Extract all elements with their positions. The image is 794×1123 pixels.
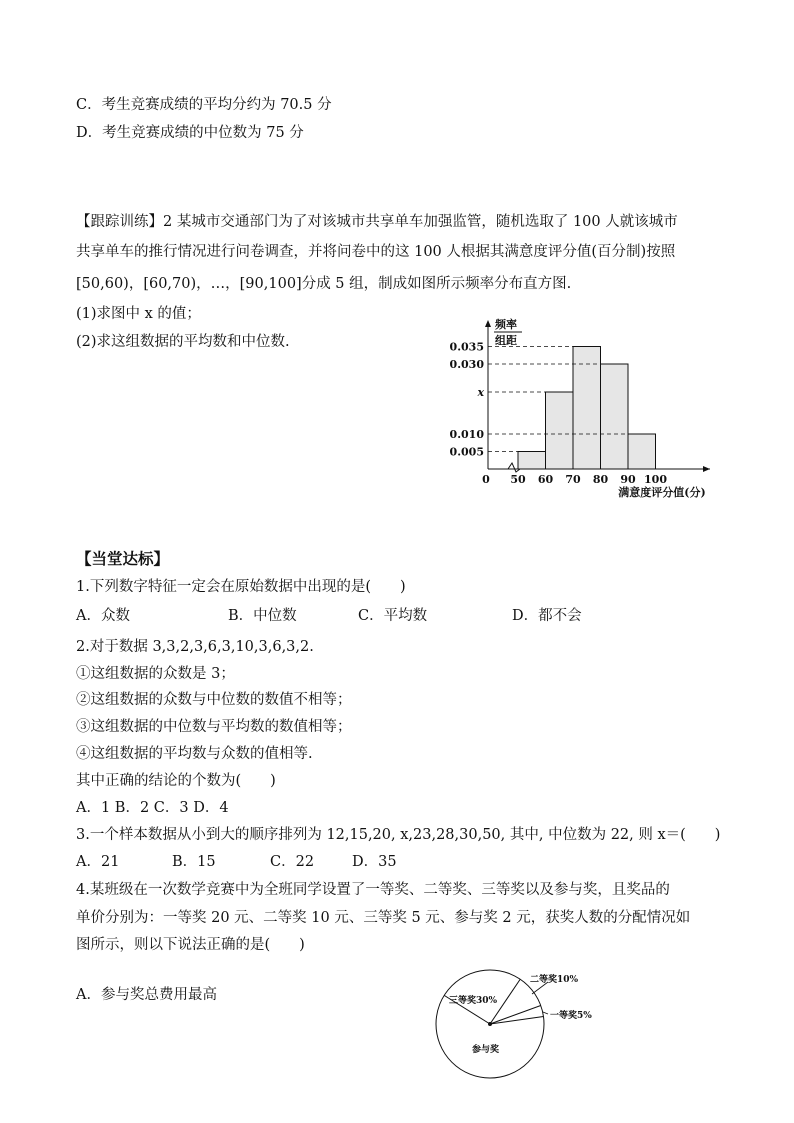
- slice-label-3: 三等奖30%: [449, 996, 498, 1006]
- question-1-option-c: C．平均数: [358, 608, 428, 624]
- x-tick-label-3: 60: [537, 473, 554, 486]
- question-3-option-a: A．21: [76, 854, 120, 870]
- tracking-line-2: 共享单车的推行情况进行问卷调查，并将问卷中的这 100 人根据其满意度评分值(百分制)按照: [76, 244, 676, 260]
- x-tick-label-6: 90: [620, 473, 636, 486]
- pie-chart: [430, 960, 610, 1085]
- question-2-statement-4: ④这组数据的平均数与众数的值相等.: [76, 746, 313, 762]
- x-axis-arrow: [703, 466, 710, 472]
- x-tick-label-2: 50: [510, 473, 526, 486]
- y-tick-label-2: 0.030: [449, 358, 484, 371]
- question-1-option-a: A．众数: [76, 608, 130, 624]
- bar-3: [573, 347, 601, 470]
- question-3-option-b: B．15: [172, 854, 216, 870]
- y-label-top: 频率: [495, 318, 517, 331]
- y-tick-label-3: x: [477, 386, 484, 399]
- question-4-option-a: A．参与奖总费用最高: [76, 987, 217, 1003]
- slice-label-2: 二等奖10%: [530, 975, 579, 985]
- option-d: D．考生竞赛成绩的中位数为 75 分: [76, 125, 304, 141]
- question-1-option-d: D．都不会: [512, 608, 582, 624]
- question-3-option-c: C．22: [270, 854, 315, 870]
- question-2-statement-3: ③这组数据的中位数与平均数的数值相等；: [76, 719, 352, 735]
- question-3: 3.一个样本数据从小到大的顺序排列为 12,15,20, x,23,28,30,50, 其中, 中位数为 22, 则 x＝( ): [76, 827, 721, 843]
- section-title: 【当堂达标】: [76, 549, 170, 568]
- slice-label-1: 一等奖5%: [550, 1011, 592, 1021]
- y-axis-arrow: [485, 320, 491, 327]
- bar-1: [518, 452, 546, 470]
- tracking-line-1: 【跟踪训练】2 某城市交通部门为了对该城市共享单车加强监管，随机选取了 100 人就该城市: [76, 214, 678, 230]
- y-tick-label-4: 0.010: [449, 428, 484, 441]
- question-3-option-d: D．35: [352, 854, 397, 870]
- question-4-line-1: 4.某班级在一次数学竞赛中为全班同学设置了一等奖、二等奖、三等奖以及参与奖，且奖品的: [76, 882, 670, 898]
- question-1: 1.下列数字特征一定会在原始数据中出现的是( ): [76, 579, 406, 595]
- question-2-options: A．1 B．2 C．3 D．4: [76, 800, 229, 816]
- bar-2: [546, 392, 574, 469]
- pie-center: [488, 1022, 492, 1026]
- x-tick-label-7: 100: [644, 473, 667, 486]
- x-tick-label-4: 70: [565, 473, 581, 486]
- y-tick-label-1: 0.035: [449, 340, 484, 354]
- y-label-bottom: 组距: [495, 334, 517, 347]
- bar-4: [601, 364, 629, 469]
- bar-5: [628, 434, 656, 469]
- histogram-chart: [440, 314, 730, 504]
- question-2-statement-2: ②这组数据的众数与中位数的数值不相等；: [76, 692, 352, 708]
- question-1-option-b: B．中位数: [228, 608, 297, 624]
- slice-label-4: 参与奖: [472, 1045, 500, 1055]
- tracking-question-1: (1)求图中 x 的值；: [76, 306, 201, 322]
- option-c: C．考生竞赛成绩的平均分约为 70.5 分: [76, 97, 332, 113]
- x-axis-label: 满意度评分值(分): [618, 486, 706, 499]
- x-tick-label-5: 80: [592, 473, 609, 486]
- question-2-statement-1: ①这组数据的众数是 3；: [76, 666, 235, 682]
- y-tick-label-5: 0.005: [449, 445, 484, 459]
- tracking-line-3: [50,60)，[60,70)，…，[90,100]分成 5 组，制成如图所示频率分布直方图.: [76, 276, 572, 292]
- question-4-line-3: 图所示，则以下说法正确的是( ): [76, 937, 305, 953]
- x-tick-label-1: 0: [482, 473, 490, 486]
- question-4-line-2: 单价分别为：一等奖 20 元、二等奖 10 元、三等奖 5 元、参与奖 2 元，获奖人数的分配情况如: [76, 910, 691, 926]
- leader-line-1: [543, 1012, 548, 1014]
- question-2-ask: 其中正确的结论的个数为( ): [76, 773, 276, 789]
- question-2-stem: 2.对于数据 3,3,2,3,6,3,10,3,6,3,2.: [76, 639, 314, 655]
- tracking-question-2: (2)求这组数据的平均数和中位数.: [76, 334, 290, 350]
